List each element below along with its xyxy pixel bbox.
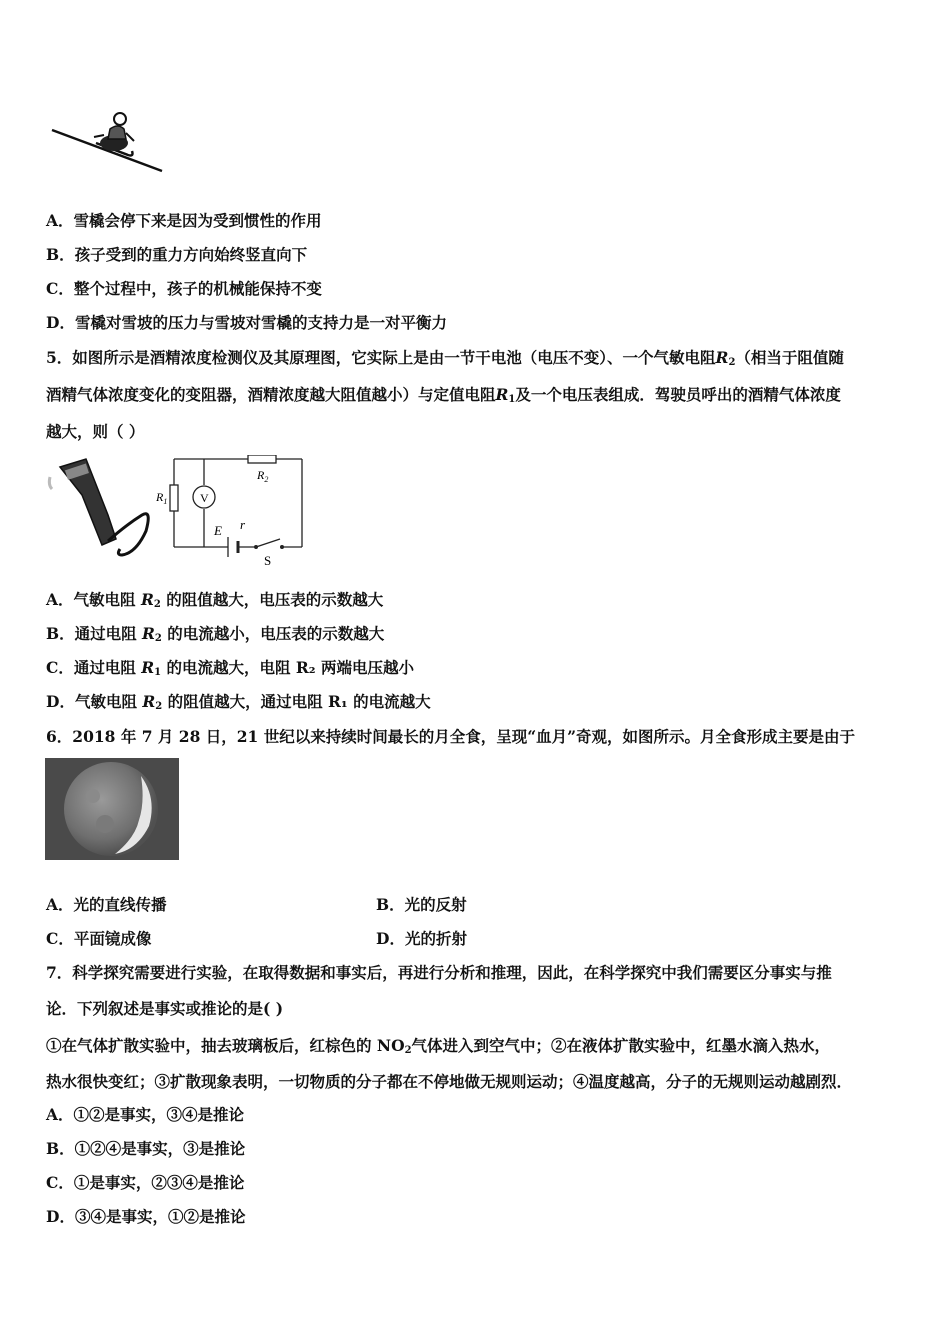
- q6-option-c[interactable]: C．平面镜成像: [46, 929, 152, 948]
- r2-label: $R_2$: [257, 468, 269, 484]
- circuit-diagram: [156, 455, 316, 570]
- q7-stem-line-2: 论．下列叙述是事实或推论的是( ): [46, 999, 284, 1018]
- r1-resistor: [170, 485, 178, 511]
- q5-option-c[interactable]: C．通过电阻 $R_1$ 的电流越大，电阻 R₂ 两端电压越小: [46, 658, 414, 678]
- q6-option-d[interactable]: D．光的折射: [376, 929, 467, 948]
- q4-option-a[interactable]: A．雪橇会停下来是因为受到惯性的作用: [46, 211, 322, 230]
- blood-moon-image: [45, 758, 179, 860]
- switch-label: S: [264, 553, 272, 568]
- q4-option-c[interactable]: C．整个过程中，孩子的机械能保持不变: [46, 279, 322, 298]
- q7-option-d[interactable]: D．③④是事实，①②是推论: [46, 1207, 246, 1226]
- voltmeter-label: V: [200, 491, 209, 505]
- q7-statements-line-1: ①在气体扩散实验中，抽去玻璃板后，红棕色的 $NO_2$气体进入到空气中；②在液体扩散实验中，红墨水滴入热水，: [46, 1036, 831, 1056]
- q5-option-a[interactable]: A．气敏电阻 $R_2$ 的阻值越大，电压表的示数越大: [46, 590, 384, 610]
- q7-stem-line-1: 7．科学探究需要进行实验，在取得数据和事实后，再进行分析和推理，因此，在科学探究中我们需要区分事实与推: [46, 963, 832, 982]
- q4-option-b[interactable]: B．孩子受到的重力方向始终竖直向下: [46, 245, 308, 264]
- switch-lever: [256, 539, 280, 547]
- q6-stem: 6．2018 年 7 月 28 日，21 世纪以来持续时间最长的月全食，呈现“血月”奇观，如图所示。月全食形成主要是由于: [46, 727, 856, 746]
- sled-slope-figure: [48, 105, 168, 177]
- r2-resistor: [248, 455, 276, 463]
- q7-option-a[interactable]: A．①②是事实，③④是推论: [46, 1105, 245, 1124]
- emf-label: E: [214, 523, 222, 538]
- q7-option-c[interactable]: C．①是事实，②③④是推论: [46, 1173, 245, 1192]
- q5-stem-line-1: 5．如图所示是酒精浓度检测仪及其原理图，它实际上是由一节干电池（电压不变）、一个气敏电阻$R_2$（相当于阻值随: [46, 348, 844, 368]
- q6-option-a[interactable]: A．光的直线传播: [46, 895, 167, 914]
- r1-label: $R_1$: [156, 490, 168, 506]
- q5-option-d[interactable]: D．气敏电阻 $R_2$ 的阻值越大，通过电阻 R₁ 的电流越大: [46, 692, 431, 712]
- q7-statements-line-2: 热水很快变红；③扩散现象表明，一切物质的分子都在不停地做无规则运动；④温度越高，分子的无规则运动越剧烈．: [46, 1072, 853, 1091]
- q5-stem-line-2: 酒精气体浓度变化的变阻器，酒精浓度越大阻值越小）与定值电阻$R_1$及一个电压表组成．驾驶员呼出的酒精气体浓度: [46, 385, 841, 405]
- q5-stem-line-3: 越大，则（ ）: [46, 422, 145, 441]
- q4-option-d[interactable]: D．雪橇对雪坡的压力与雪坡对雪橇的支持力是一对平衡力: [46, 313, 447, 332]
- internal-resistance-label: r: [240, 517, 246, 532]
- q7-option-b[interactable]: B．①②④是事实，③是推论: [46, 1139, 246, 1158]
- q5-option-b[interactable]: B．通过电阻 $R_2$ 的电流越小，电压表的示数越大: [46, 624, 385, 644]
- q6-option-b[interactable]: B．光的反射: [376, 895, 467, 914]
- breathalyzer-device-image: [46, 455, 156, 565]
